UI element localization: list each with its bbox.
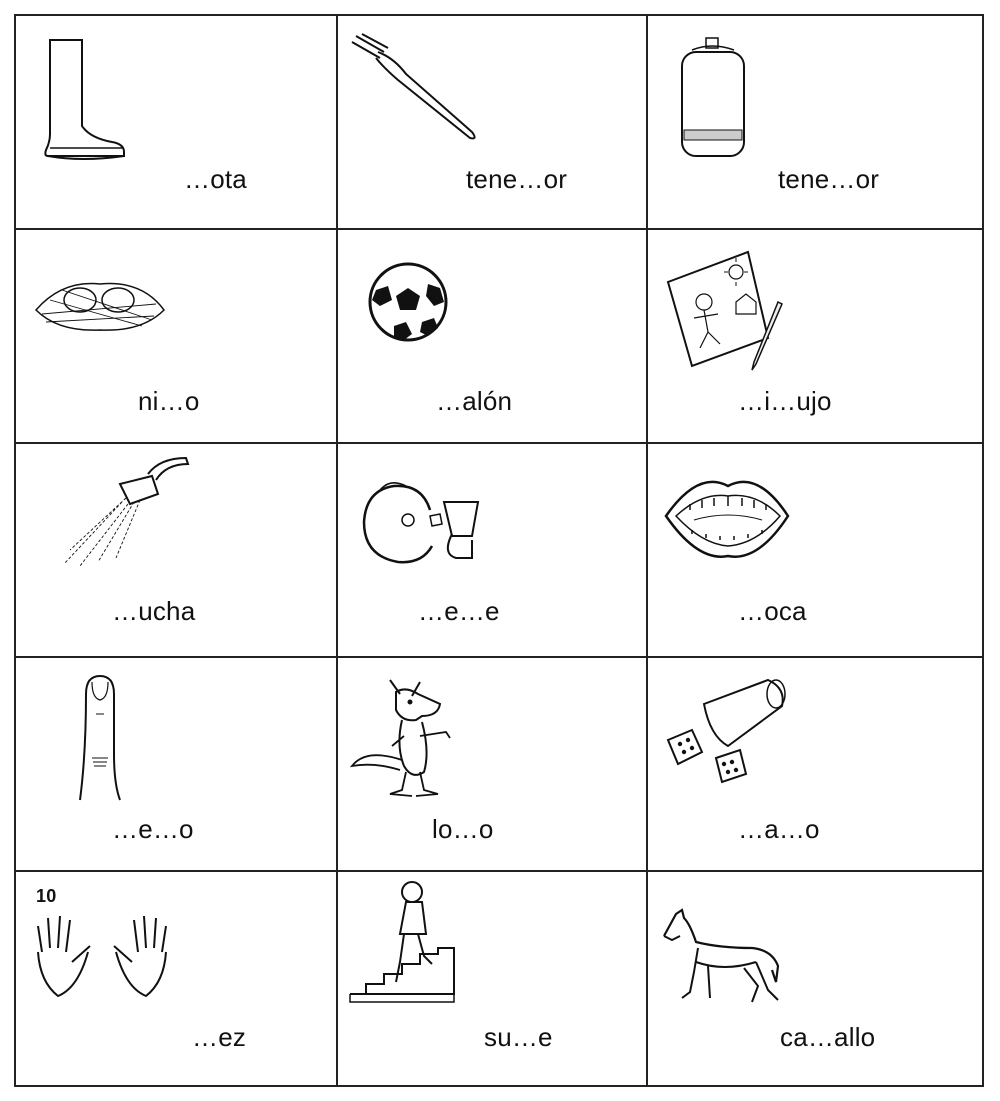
card-wolf bbox=[338, 658, 648, 872]
shower-icon bbox=[60, 454, 190, 569]
card-gas-cylinder bbox=[648, 16, 982, 230]
child-drinking-icon bbox=[360, 480, 490, 570]
ten-fingers-icon bbox=[32, 912, 172, 1002]
card-climbing-stairs bbox=[338, 872, 648, 1085]
word-label: …a…o bbox=[738, 814, 820, 844]
card-mouth bbox=[648, 444, 982, 658]
card-boot bbox=[16, 16, 338, 230]
word-label: tene…or bbox=[466, 164, 568, 194]
drawing-icon bbox=[664, 248, 794, 373]
word-label: …i…ujo bbox=[738, 386, 832, 416]
card-dice-cup bbox=[648, 658, 982, 872]
worksheet bbox=[14, 14, 984, 1087]
boot-icon bbox=[42, 38, 132, 163]
word-label: tene…or bbox=[778, 164, 880, 194]
gas-cylinder-icon bbox=[678, 36, 748, 161]
word-label: lo…o bbox=[432, 814, 494, 844]
word-label: …ez bbox=[192, 1022, 247, 1052]
card-horse bbox=[648, 872, 982, 1085]
fork-icon bbox=[350, 36, 480, 141]
card-fork bbox=[338, 16, 648, 230]
word-label: ni…o bbox=[138, 386, 200, 416]
mouth-icon bbox=[662, 472, 792, 562]
word-label: …oca bbox=[738, 596, 807, 626]
card-soccer-ball bbox=[338, 230, 648, 444]
card-nest bbox=[16, 230, 338, 444]
card-drawing bbox=[648, 230, 982, 444]
wolf-icon bbox=[346, 676, 466, 801]
word-label: …e…o bbox=[112, 814, 194, 844]
card-finger bbox=[16, 658, 338, 872]
word-label: …alón bbox=[436, 386, 513, 416]
number-badge: 10 bbox=[36, 886, 57, 906]
dice-cup-icon bbox=[664, 676, 794, 801]
soccer-ball-icon bbox=[366, 260, 450, 344]
word-label: …ota bbox=[184, 164, 247, 194]
card-ten-fingers bbox=[16, 872, 338, 1085]
word-label: su…e bbox=[484, 1022, 553, 1052]
word-label: …e…e bbox=[418, 596, 500, 626]
worksheet-grid bbox=[16, 16, 982, 1085]
word-label: …ucha bbox=[112, 596, 196, 626]
finger-icon bbox=[72, 674, 132, 804]
word-label: ca…allo bbox=[780, 1022, 876, 1052]
climbing-stairs-icon bbox=[346, 878, 468, 1006]
card-child-drinking bbox=[338, 444, 648, 658]
horse-icon bbox=[660, 906, 782, 1006]
nest-icon bbox=[32, 270, 168, 340]
card-shower bbox=[16, 444, 338, 658]
